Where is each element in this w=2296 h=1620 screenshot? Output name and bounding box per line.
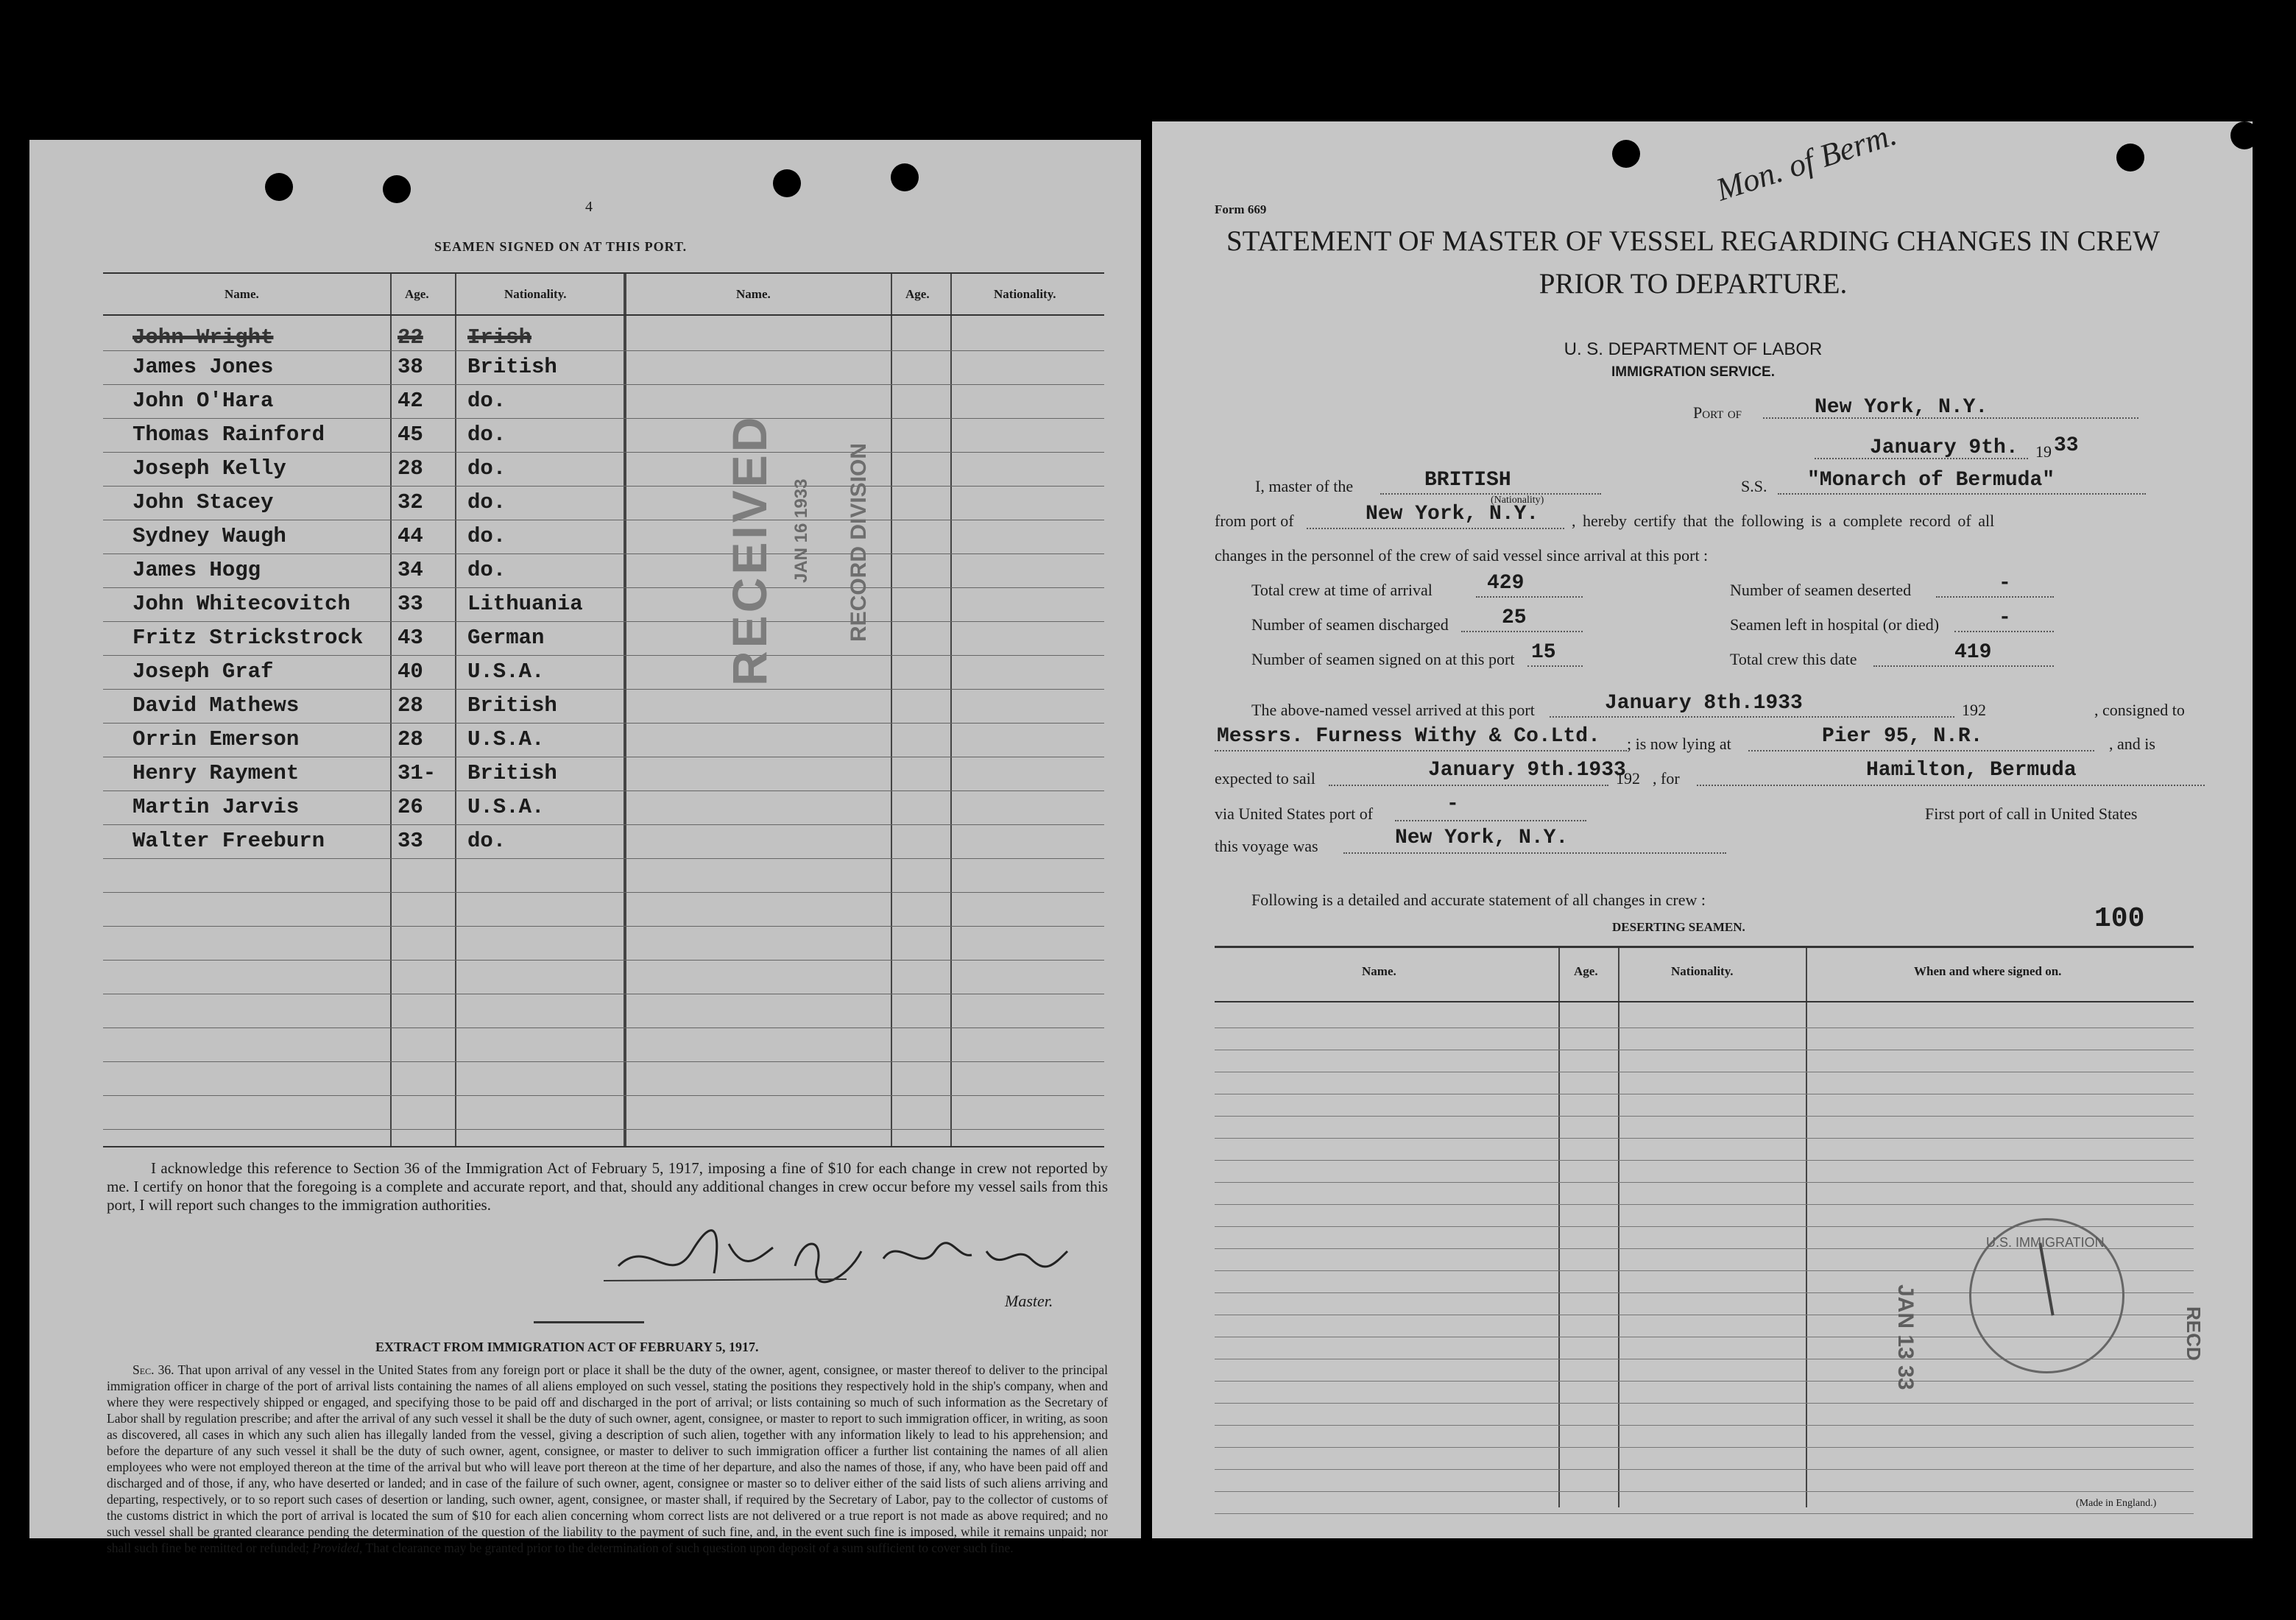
for-value: Hamilton, Bermuda [1866,759,2077,782]
table-row [103,826,624,860]
seaman-nationality: do. [467,389,506,413]
clock-stamp [1969,1218,2124,1373]
seaman-nationality: U.S.A. [467,727,545,751]
discharged-label: Number of seamen discharged [1251,615,1449,634]
seaman-age: 45 [398,422,423,447]
seaman-name: John Stacey [133,490,274,514]
total-arrival-label: Total crew at time of arrival [1251,581,1433,599]
seaman-age: 33 [398,592,423,616]
table-row [103,386,624,420]
table-row [103,724,624,758]
seaman-age: 32 [398,490,423,514]
seaman-name: James Jones [133,355,274,379]
certify-text: , hereby certify that the following is a complete record of all [1572,512,1995,530]
hospital-value: - [1999,606,2011,629]
table-row [103,453,624,487]
seaman-name: Orrin Emerson [133,727,300,751]
via-label: via United States port of [1215,804,1374,823]
table-row [103,792,624,826]
seaman-nationality: U.S.A. [467,795,545,819]
seaman-name: John Whitecovitch [133,592,350,616]
port-label: Port of [1693,403,1742,422]
seaman-age: 43 [398,626,423,650]
struck-nationality: Irish [467,325,532,350]
table-row [103,690,624,724]
seaman-nationality: do. [467,829,506,853]
punch-hole [265,173,293,201]
clock-stamp-office: U.S. IMMIGRATION [1986,1235,2105,1250]
right-page [1152,116,2253,1538]
deserted-value: - [1999,572,2011,595]
table-row [103,623,624,657]
extract-title: EXTRACT FROM IMMIGRATION ACT OF FEBRUARY 5, 1917. [375,1340,759,1354]
seaman-name: Henry Rayment [133,761,300,785]
expected-value: January 9th.1933 [1428,759,1626,782]
desert-col-age: Age. [1574,964,1598,978]
changes-text: changes in the personnel of the crew of said vessel since arrival at this port : [1215,546,1709,565]
and-is-label: , and is [2109,735,2155,753]
extract-text [107,1362,1108,1556]
col-name-header-2: Name. [736,287,771,301]
arrived-value: January 8th.1933 [1605,692,1803,715]
deserted-label: Number of seamen deserted [1730,581,1912,599]
table-row [103,589,624,623]
from-port-label: from port of [1215,512,1294,530]
form-number: Form 669 [1215,202,1267,216]
total-date-value: 419 [1954,641,1992,664]
master-signature [604,1222,1119,1303]
extract-proviso-lead: Provided, [312,1541,363,1555]
table-row [103,352,624,386]
form-title-line2: PRIOR TO DEPARTURE. [1539,268,1848,300]
struck-name: John Wright [133,325,274,350]
struck-age: 22 [398,325,423,350]
seaman-nationality: British [467,693,557,718]
department: U. S. DEPARTMENT OF LABOR [1564,339,1823,359]
seaman-nationality: do. [467,558,506,582]
table-row [103,758,624,792]
punch-hole [2116,144,2144,171]
this-voyage-label: this voyage was [1215,837,1318,855]
lying-value: Pier 95, N.R. [1822,725,1983,748]
arrived-label: The above-named vessel arrived at this port [1251,701,1535,719]
extract-body: That upon arrival of any vessel in the United States from any foreign port or place it shall be the duty of the owner, agent, consignee, or master thereof to deliver to the principal immigration officer in charge of the port of arrival lists containing the names of all aliens employed on such vessel, stating the positions they respectively hold in the ship's company, when and where they were respectively shipped or engaged, and specifying those to be paid off and discharged in the port of arrival; or lists containing so much of such information as the Secretary of Labor shall by regulation prescribe; and after the arrival of any such vessel it shall be the duty of such owner, agent, consignee, or master to report to such immigration officer, in writing, as soon as discovered, all cases in which any such alien has illegally landed from the vessel, giving a description of such alien, together with any information likely to lead to his apprehension; and before the departure of any such vessel it shall be the duty of such owner, agent, consignee, or master to deliver to such immigration officer a further list containing the names of all alien employees who were not employed thereon at the time of the arrival but who will leave port thereon at the time of her departure, and also the names of those, if any, who have been paid off and discharged and of those, if any, who have deserted or landed; and in case of the failure of such owner, agent, consignee or master so to deliver either of the said lists of such aliens arriving and departing, respectively, or to so report such cases of desertion or landing, such owner, agent, consignee, or master shall, if required by the Secretary of Labor, pay to the collector of customs of the customs district in which the port of arrival is located the sum of $10 for each alien concerning whom correct lists are not delivered or a true report is not made as above required; and no such vessel shall be granted clearance pending the determination of the question of the liability to the payment of such fine, and, in the event such fine is imposed, while it remains unpaid; nor shall such fine be remitted or refunded; [107,1362,1108,1555]
table-row [103,420,624,453]
table-row [103,487,624,521]
this-voyage-value: New York, N.Y. [1395,827,1569,849]
punch-hole [773,169,801,197]
page-number: 4 [585,199,593,215]
for-label: , for [1653,769,1680,788]
page-number-handwritten: 100 [2094,903,2145,935]
seaman-nationality: do. [467,456,506,481]
seaman-name: Fritz Strickstrock [133,626,364,650]
seaman-age: 28 [398,693,423,718]
seaman-name: Joseph Kelly [133,456,286,481]
seaman-age: 44 [398,524,423,548]
seaman-name: James Hogg [133,558,261,582]
seaman-nationality: do. [467,490,506,514]
divider [534,1321,644,1323]
left-page [29,140,1141,1555]
table-row [103,521,624,555]
master-label: Master. [1005,1292,1053,1310]
discharged-value: 25 [1502,606,1527,629]
seaman-name: John O'Hara [133,389,274,413]
col-nationality-header: Nationality. [504,287,567,301]
extract-lead: Sec. 36. [133,1362,174,1377]
service: IMMIGRATION SERVICE. [1611,364,1776,380]
port-value: New York, N.Y. [1815,396,1988,419]
desert-col-nationality: Nationality. [1671,964,1734,978]
form-title-line1: STATEMENT OF MASTER OF VESSEL REGARDING CHANGES IN CREW [1226,225,2161,257]
total-date-label: Total crew this date [1730,650,1857,668]
seaman-age: 28 [398,727,423,751]
lying-label: ; is now lying at [1627,735,1731,753]
col-age-header-2: Age. [905,287,930,301]
seaman-age: 40 [398,659,423,684]
seaman-name: David Mathews [133,693,300,718]
seaman-age: 26 [398,795,423,819]
seaman-nationality: Lithuania [467,592,583,616]
punch-hole [2230,121,2258,149]
desert-col-name: Name. [1362,964,1396,978]
seaman-age: 42 [398,389,423,413]
via-value: - [1447,793,1459,816]
seaman-nationality: British [467,761,557,785]
seaman-nationality: German [467,626,545,650]
seaman-age: 34 [398,558,423,582]
seaman-name: Thomas Rainford [133,422,325,447]
col-name-header: Name. [225,287,259,301]
recd-stamp-date: JAN 13 33 [1893,1284,1918,1390]
year-value: 33 [2054,434,2079,457]
first-port-label: First port of call in United States [1925,804,2138,823]
consigned-label: , consigned to [2094,701,2185,719]
ss-label: S.S. [1741,477,1767,495]
extract-proviso: That clearance may be granted prior to the determination of such question upon deposit of a sum sufficient to cover such fine. [365,1541,1014,1555]
punch-hole [383,175,411,203]
seaman-nationality: U.S.A. [467,659,545,684]
col-age-header: Age. [405,287,429,301]
col-nationality-header-2: Nationality. [994,287,1056,301]
record-division-stamp: RECORD DIVISION [847,442,871,642]
seamen-table [103,272,1104,1147]
date-value: January 9th. [1870,436,2018,459]
nationality-value: BRITISH [1424,469,1511,492]
recd-stamp: RECD [2183,1306,2205,1361]
hospital-label: Seamen left in hospital (or died) [1730,615,1940,634]
seaman-nationality: British [467,355,557,379]
seaman-name: Sydney Waugh [133,524,286,548]
seaman-age: 31- [398,761,437,785]
handwritten-note: Mon. of Berm. [1712,116,1901,208]
made-in: (Made in England.) [2076,1498,2157,1509]
from-port-value: New York, N.Y. [1366,503,1539,526]
table-title: SEAMEN SIGNED ON AT THIS PORT. [434,239,688,254]
year-blank-2: 192 [1616,769,1640,788]
signed-on-label: Number of seamen signed on at this port [1251,650,1515,668]
consignee-value: Messrs. Furness Withy & Co.Ltd. [1217,725,1600,748]
seaman-nationality: do. [467,524,506,548]
desert-col-signed: When and where signed on. [1914,964,2062,978]
seaman-age: 38 [398,355,423,379]
seaman-age: 28 [398,456,423,481]
signed-on-value: 15 [1531,641,1556,664]
acknowledgment-text: I acknowledge this reference to Section 36 of the Immigration Act of February 5, 1917, imposing a fine of $10 for each change in crew not reported by me. I certify on honor that the foregoing is a complete and accurate report, and that, should any additional changes in crew occur before my vessel sails from this port, I will report such changes to the immigration authorities. [107,1159,1108,1214]
punch-hole [1612,140,1640,168]
expected-label: expected to sail [1215,769,1315,788]
table-row [103,555,624,589]
nationality-caption: (Nationality) [1491,495,1544,506]
received-stamp: RECEIVED [722,414,777,686]
deserting-title: DESERTING SEAMEN. [1612,920,1745,934]
following-text: Following is a detailed and accurate statement of all changes in crew : [1251,891,1706,909]
ship-value: "Monarch of Bermuda" [1807,469,2055,492]
punch-hole [891,163,919,191]
year-prefix: 19 [2035,442,2052,461]
year-blank: 192 [1962,701,1986,719]
seaman-age: 33 [398,829,423,853]
table-row [103,657,624,690]
seaman-nationality: do. [467,422,506,447]
seaman-name: Joseph Graf [133,659,274,684]
seaman-name: Walter Freeburn [133,829,325,853]
total-arrival-value: 429 [1487,572,1525,595]
received-stamp-date: JAN 16 1933 [791,478,811,583]
seaman-name: Martin Jarvis [133,795,300,819]
master-of-label: I, master of the [1255,477,1354,495]
